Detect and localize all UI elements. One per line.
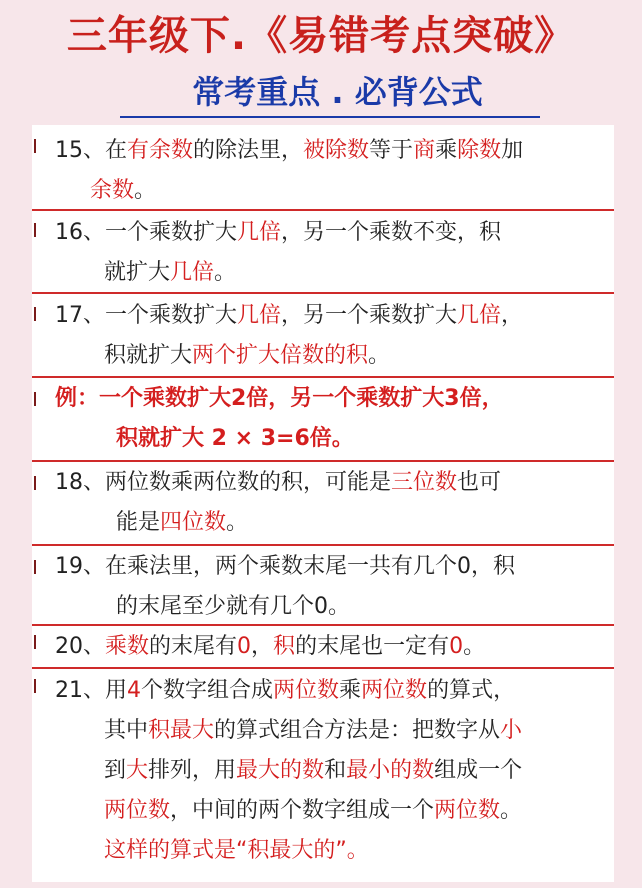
item-15-line-2: [90, 177, 156, 205]
item-21-line-2: [104, 717, 522, 745]
text-segment: 加: [501, 138, 524, 163]
text-segment: 几倍: [237, 220, 282, 245]
text-segment: 最小的数: [346, 758, 435, 783]
divider: [32, 292, 614, 294]
text-segment: 最大的数: [236, 758, 325, 783]
pin-mark: [34, 560, 36, 574]
text-segment: 四位数: [160, 510, 227, 535]
text-segment: 的末尾至少就有几个0。: [116, 594, 350, 619]
item-15-line-1: [55, 137, 523, 165]
text-segment: 18、两位数乘两位数的积，可能是: [55, 470, 391, 495]
text-segment: 大: [126, 758, 149, 783]
pin-mark: [34, 635, 36, 649]
text-segment: 就扩大: [104, 260, 171, 285]
text-segment: 的算式，: [427, 678, 516, 703]
divider: [32, 667, 614, 669]
divider: [32, 376, 614, 378]
pin-mark: [34, 307, 36, 321]
text-segment: 其中: [104, 718, 149, 743]
pin-mark: [34, 392, 36, 406]
item-18-line-1: [55, 469, 501, 497]
text-segment: 。: [463, 634, 486, 659]
divider: [32, 544, 614, 546]
text-segment: 等于: [369, 138, 414, 163]
text-segment: 0: [449, 634, 464, 659]
item-18-line-2: [116, 509, 248, 537]
divider: [32, 209, 614, 211]
text-segment: 。: [134, 178, 157, 203]
text-segment: ，另一个乘数不变，积: [281, 220, 502, 245]
text-segment: 几倍: [170, 260, 215, 285]
text-segment: 两个扩大倍数的积: [192, 343, 369, 368]
text-segment: 有余数: [127, 138, 194, 163]
text-segment: 这样的算式是“积最大的”。: [104, 838, 369, 863]
text-segment: 积就扩大 2 × 3=6倍。: [116, 426, 354, 451]
page-subtitle: 常考重点 . 必背公式: [192, 73, 483, 111]
item-17-line-2: [104, 342, 390, 370]
text-segment: 除数: [457, 138, 502, 163]
pin-mark: [34, 679, 36, 693]
text-segment: ，另一个乘数扩大: [281, 303, 458, 328]
text-segment: 的除法里，: [193, 138, 304, 163]
text-segment: 也可: [457, 470, 502, 495]
text-segment: 乘: [435, 138, 458, 163]
text-segment: 的末尾有: [149, 634, 238, 659]
text-segment: 商: [413, 138, 436, 163]
text-segment: 乘: [339, 678, 362, 703]
text-segment: 几倍: [237, 303, 282, 328]
text-segment: 0: [237, 634, 252, 659]
example-line-2: [116, 425, 354, 453]
item-20-line-1: [55, 633, 485, 661]
pin-mark: [34, 223, 36, 237]
text-segment: 的末尾也一定有: [295, 634, 450, 659]
text-segment: 17、一个乘数扩大: [55, 303, 237, 328]
text-segment: 16、一个乘数扩大: [55, 220, 237, 245]
item-21-line-4: [104, 797, 522, 825]
pin-mark: [34, 476, 36, 490]
text-segment: 21、用: [55, 678, 127, 703]
text-segment: 例：一个乘数扩大2倍，另一个乘数扩大3倍，: [55, 386, 504, 411]
text-segment: 和: [324, 758, 347, 783]
text-segment: 的算式组合方法是：把数字从: [214, 718, 501, 743]
text-segment: 。: [214, 260, 237, 285]
item-16-line-2: [104, 259, 236, 287]
text-segment: 个数字组合成: [141, 678, 274, 703]
text-segment: 两位数: [361, 678, 428, 703]
example-line-1: [55, 385, 504, 413]
item-21-line-1: [55, 677, 515, 705]
text-segment: 两位数: [273, 678, 340, 703]
text-segment: 4: [127, 678, 141, 703]
text-segment: 积: [273, 634, 296, 659]
text-segment: 几倍: [457, 303, 502, 328]
item-19-line-2: [116, 593, 350, 621]
text-segment: 到: [104, 758, 127, 783]
text-segment: 。: [226, 510, 249, 535]
text-segment: 排列，用: [148, 758, 237, 783]
text-segment: 15、在: [55, 138, 127, 163]
text-segment: 积就扩大: [104, 343, 193, 368]
text-segment: 余数: [90, 178, 135, 203]
text-segment: ，: [251, 634, 274, 659]
text-segment: 被除数: [303, 138, 370, 163]
item-16-line-1: [55, 219, 501, 247]
text-segment: 20、: [55, 634, 105, 659]
text-segment: ，: [501, 303, 524, 328]
text-segment: 两位数: [104, 798, 171, 823]
divider: [32, 624, 614, 626]
subtitle-underline: [120, 116, 540, 118]
page-title: 三年级下.《易错考点突破》: [66, 13, 576, 59]
text-segment: 两位数: [434, 798, 501, 823]
item-19-line-1: [55, 553, 515, 581]
text-segment: 积最大: [148, 718, 215, 743]
text-segment: 组成一个: [434, 758, 523, 783]
text-segment: 19、在乘法里，两个乘数末尾一共有几个0，积: [55, 554, 515, 579]
text-segment: 。: [500, 798, 523, 823]
text-segment: 乘数: [105, 634, 150, 659]
item-21-line-3: [104, 757, 522, 785]
pin-mark: [34, 139, 36, 153]
divider: [32, 460, 614, 462]
text-segment: 能是: [116, 510, 161, 535]
text-segment: 。: [368, 343, 391, 368]
item-21-line-5: [104, 837, 369, 865]
text-segment: 小: [500, 718, 523, 743]
item-17-line-1: [55, 302, 523, 330]
text-segment: 三位数: [391, 470, 458, 495]
text-segment: ，中间的两个数字组成一个: [170, 798, 435, 823]
